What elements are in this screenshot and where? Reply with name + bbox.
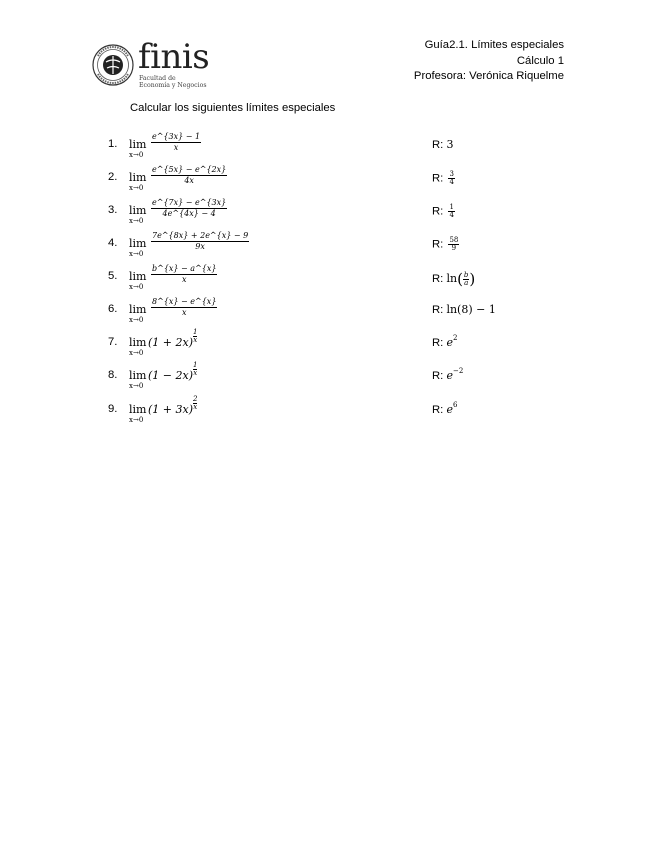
numerator: b^{x} − a^{x} xyxy=(152,264,217,273)
course-name: Cálculo 1 xyxy=(516,54,564,67)
professor-name: Profesora: Verónica Riquelme xyxy=(413,70,564,82)
exercise-number: 7. xyxy=(108,336,118,348)
answer: R: $e^6$ xyxy=(432,401,458,416)
exercise-number: 8. xyxy=(108,369,118,381)
answer: R: $\frac{3}{4}$ xyxy=(432,170,454,186)
base-expression: (1 − 2x) xyxy=(148,369,193,382)
exercise-row: 2. lim x→0 $\frac{e\^{}\{5x\} - e\^{}\{2x\}}{4x}$ R: $\frac{3}{4}$ xyxy=(108,165,454,192)
answer: R: $e^{-2}$ xyxy=(432,367,464,382)
answer: R: ln( $\frac{b}{a}$ ) xyxy=(432,270,476,288)
finis-logo xyxy=(92,37,222,94)
exercise-number: 3. xyxy=(108,204,118,216)
exercise-number: 6. xyxy=(108,303,118,315)
base-expression: (1 + 3x) xyxy=(148,403,193,416)
denominator: x xyxy=(181,275,187,284)
answer: R: ln(8) − 1 xyxy=(432,303,496,316)
exercise-number: 4. xyxy=(108,237,118,249)
numerator: 7e^{8x} + 2e^{x} − 9 xyxy=(152,231,249,240)
exercise-number: 2. xyxy=(108,171,118,183)
document-header xyxy=(414,38,564,85)
answer: R: $\frac{58}{9}$ xyxy=(432,236,459,252)
numerator: e^{3x} − 1 xyxy=(152,132,201,141)
answer: R: $\frac{1}{4}$ xyxy=(432,203,454,219)
answer: R: 3 xyxy=(432,138,454,151)
numerator: 8^{x} − e^{x} xyxy=(152,297,217,306)
exercise-number: 1. xyxy=(108,138,118,150)
base-expression: (1 + 2x) xyxy=(148,336,193,349)
exercise-row: 9. lim x→0 (1 + 3x) $\frac{2}{x}$ R: $e^6$ xyxy=(108,395,458,424)
university-seal-icon xyxy=(92,42,134,88)
denominator: x xyxy=(181,308,187,317)
denominator: 4x xyxy=(184,176,194,185)
answer: R: $e^2$ xyxy=(432,334,458,349)
exercise-number: 9. xyxy=(108,403,118,415)
exercise-row: 5. lim x→0 $\frac{b\^{}\{x\} - a\^{}\{x\}}{x}$ R: ln( $\frac{b}{a}$ ) xyxy=(108,264,476,291)
instruction-text: Calcular los siguientes límites especiales xyxy=(130,102,336,114)
denominator: 9x xyxy=(195,242,205,251)
numerator: e^{5x} − e^{2x} xyxy=(152,165,227,174)
numerator: e^{7x} − e^{3x} xyxy=(152,198,227,207)
exercise-row: 1. lim x→0 $\frac{e\^{}\{3x\} - 1}{x}$ R: 3 xyxy=(108,132,454,159)
denominator: 4e^{4x} − 4 xyxy=(162,209,216,218)
denominator: x xyxy=(173,143,179,152)
guide-title: Guía2.1. Límites especiales xyxy=(424,39,564,51)
exercise-number: 5. xyxy=(108,270,118,282)
logo-subtitle: Facultad de Economía y Negocios xyxy=(139,75,207,90)
exercise-row: 3. lim x→0 $\frac{e\^{}\{7x\} - e\^{}\{3x\}}{4e\^{}\{4x\} - 4}$ R: $\frac{1}{4}$ xyxy=(108,198,454,225)
exercise-row: 6. lim x→0 $\frac{8\^{}\{x\} - e\^{}\{x\}}{x}$ R: ln(8) − 1 xyxy=(108,297,496,324)
logo-wordmark: finis xyxy=(138,37,210,77)
exercise-row: 8. lim x→0 (1 − 2x) $\frac{1}{x}$ R: $e^{-2}$ xyxy=(108,361,464,390)
exercise-row: 4. lim x→0 $\frac{7e\^{}\{8x\} + 2e\^{}\{x\} - 9}{9x}$ R: $\frac{58}{9}$ xyxy=(108,231,459,258)
exercise-row: 7. lim x→0 (1 + 2x) $\frac{1}{x}$ R: $e^2$ xyxy=(108,328,458,357)
